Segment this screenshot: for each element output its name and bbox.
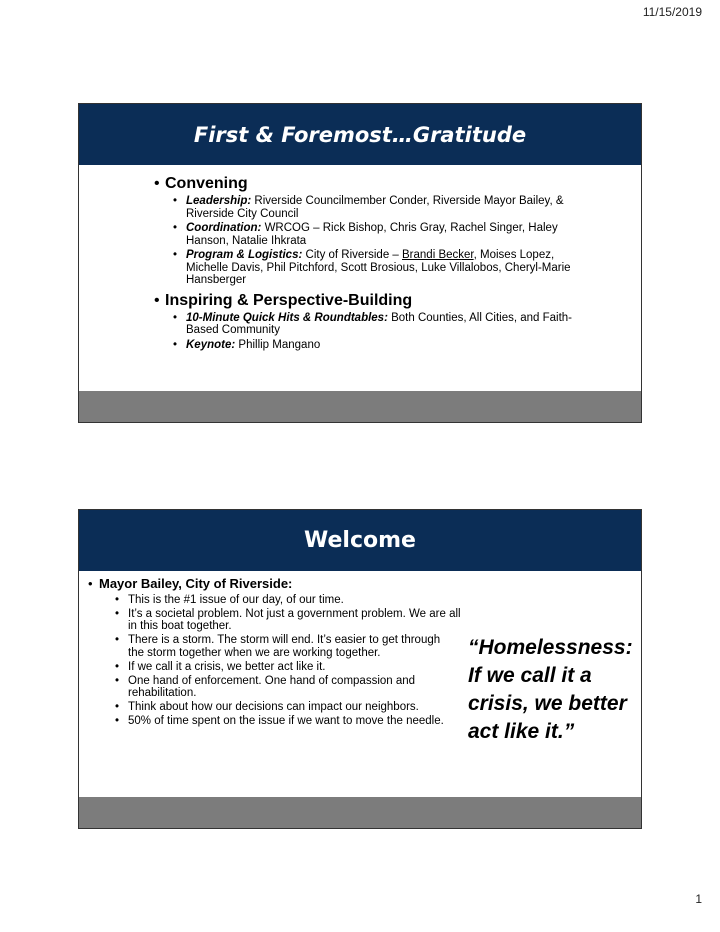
section-mayor-bailey <box>88 576 464 728</box>
item-text: 50% of time spent on the issue if we want to move the needle. <box>128 715 444 727</box>
date-stamp: 11/15/2019 <box>642 5 702 19</box>
item-text: Both Counties, All Cities, and Faith-Based Community <box>186 311 573 336</box>
bullet-icon: • <box>173 311 178 324</box>
item-text: There is a storm. The storm will end. It’s easier to get through the storm together when we are working together. <box>128 634 441 659</box>
pull-quote <box>468 634 638 746</box>
sub-list <box>173 312 594 352</box>
slide-title: Welcome <box>79 510 641 571</box>
item-text: , Moises Lopez, Michelle Davis, Phil Pitchford, Scott Brosious, Luke Villalobos, Cheryl-Marie Hansberger <box>186 249 571 286</box>
item-label: 10-Minute Quick Hits & Roundtables: <box>186 311 388 324</box>
list-item <box>115 715 458 728</box>
item-text: If we call it a crisis, we better act like it. <box>128 660 326 673</box>
bullet-icon: • <box>173 338 178 351</box>
bullet-icon: • <box>115 660 120 673</box>
section-heading: Inspiring & Perspective-Building <box>165 291 413 309</box>
bullet-icon: • <box>115 607 120 620</box>
item-label: Coordination: <box>186 222 262 234</box>
list-item <box>115 608 464 633</box>
list-item <box>115 701 464 714</box>
section-heading: Mayor Bailey, City of Riverside: <box>99 576 293 591</box>
list-item <box>115 634 446 659</box>
sub-list <box>115 594 464 728</box>
item-label: Program & Logistics: <box>186 249 303 261</box>
list-item <box>115 661 464 674</box>
item-text: City of Riverside – <box>302 249 403 261</box>
bullet-icon: • <box>173 222 178 234</box>
section-convening <box>154 174 594 287</box>
slide-body <box>79 165 641 391</box>
list-item <box>173 222 594 247</box>
slide-title: First & Foremost…Gratitude <box>79 104 641 165</box>
list-item <box>173 249 594 287</box>
slide-body <box>79 571 641 797</box>
bullet-icon: • <box>115 674 120 687</box>
quote-line: “Homelessness: <box>468 636 633 659</box>
item-text: Riverside Councilmember Conder, Riverside Mayor Bailey, & Riverside City Council <box>186 195 564 220</box>
item-text: This is the #1 issue of our day, of our time. <box>128 593 344 606</box>
section-heading: Convening <box>165 175 248 192</box>
quote-line: act like it.” <box>468 720 575 743</box>
slide-footer-bar <box>79 391 641 422</box>
item-label: Keynote: <box>186 338 236 351</box>
item-text: Phillip Mangano <box>235 338 321 351</box>
bullet-icon: • <box>115 634 120 646</box>
list-item <box>173 312 594 337</box>
item-text: One hand of enforcement. One hand of compassion and rehabilitation. <box>128 674 416 699</box>
page-number: 1 <box>695 892 702 906</box>
slide-gratitude <box>78 103 642 423</box>
bullet-icon: • <box>115 715 120 727</box>
bullet-icon: • <box>115 593 120 606</box>
bullet-icon: • <box>115 701 120 713</box>
bullet-icon: • <box>173 249 178 261</box>
underlined-name: Brandi Becker <box>402 249 474 261</box>
item-label: Leadership: <box>186 195 252 207</box>
slide-welcome <box>78 509 642 829</box>
gratitude-list <box>154 174 594 355</box>
list-item <box>115 675 466 700</box>
item-text: WRCOG – Rick Bishop, Chris Gray, Rachel Singer, Haley Hanson, Natalie Ihkrata <box>186 222 558 247</box>
section-inspiring <box>154 291 594 352</box>
slide-footer-bar <box>79 797 641 828</box>
quote-line: If we call it a <box>468 664 592 687</box>
list-item <box>173 339 594 352</box>
bullet-icon: • <box>154 175 160 192</box>
welcome-list <box>88 576 464 728</box>
bullet-icon: • <box>173 195 178 207</box>
bullet-icon: • <box>88 576 93 591</box>
sub-list <box>173 195 594 287</box>
item-text: Think about how our decisions can impact our neighbors. <box>128 701 419 713</box>
quote-line: crisis, we better <box>468 692 627 715</box>
bullet-icon: • <box>154 291 160 309</box>
item-text: It’s a societal problem. Not just a government problem. We are all in this boat together. <box>128 607 461 632</box>
list-item <box>115 594 464 607</box>
list-item <box>173 195 594 220</box>
